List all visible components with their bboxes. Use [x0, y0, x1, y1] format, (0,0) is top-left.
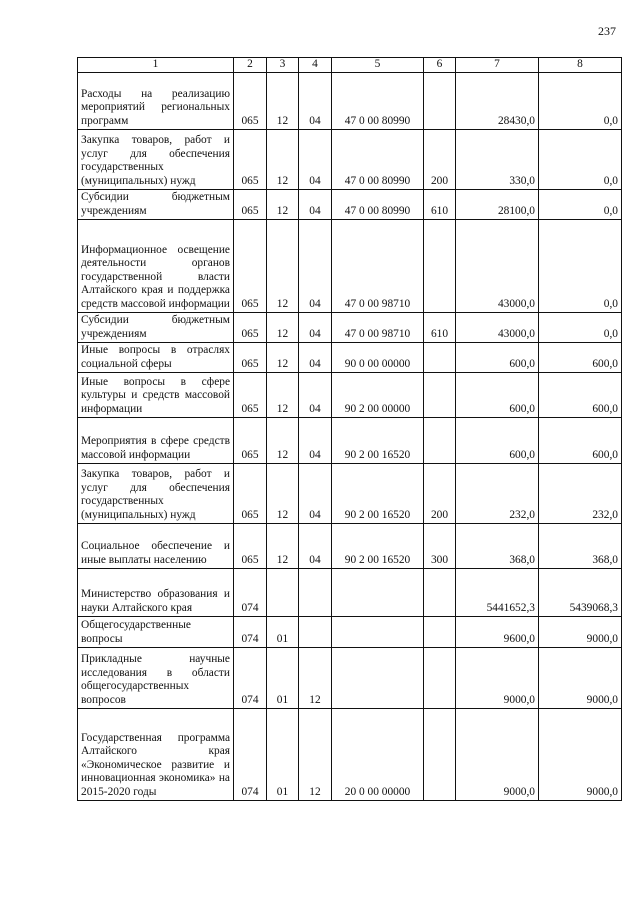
- section-code: 12: [267, 417, 299, 463]
- subsection-code: 04: [299, 189, 332, 219]
- target-article-code: 90 2 00 16520: [332, 523, 424, 568]
- target-article-code: [332, 568, 424, 616]
- expense-type-code: [424, 708, 456, 800]
- item-name: Министерство образования и науки Алтайского края: [78, 568, 234, 616]
- item-name: Закупка товаров, работ и услуг для обеспечения государственных (муниципальных) нужд: [78, 129, 234, 189]
- col-header-6: 6: [424, 58, 456, 73]
- expense-type-code: [424, 372, 456, 417]
- expense-type-code: [424, 219, 456, 312]
- item-name: Мероприятия в сфере средств массовой информации: [78, 417, 234, 463]
- subsection-code: 04: [299, 219, 332, 312]
- table-row: [78, 463, 622, 523]
- section-code: 12: [267, 342, 299, 372]
- column-header-row: [78, 58, 622, 73]
- ministry-code: 065: [234, 342, 267, 372]
- table-row: [78, 312, 622, 342]
- subsection-code: 04: [299, 523, 332, 568]
- section-code: 12: [267, 463, 299, 523]
- target-article-code: 47 0 00 98710: [332, 312, 424, 342]
- subsection-code: 04: [299, 72, 332, 129]
- col-header-1: 1: [78, 58, 234, 73]
- section-code: 12: [267, 523, 299, 568]
- subsection-code: 12: [299, 647, 332, 708]
- target-article-code: 90 2 00 00000: [332, 372, 424, 417]
- table-row: [78, 647, 622, 708]
- amount-col7: 5441652,3: [456, 568, 539, 616]
- expense-type-code: [424, 72, 456, 129]
- target-article-code: 90 2 00 16520: [332, 417, 424, 463]
- table-row: [78, 616, 622, 647]
- section-code: 12: [267, 189, 299, 219]
- amount-col7: 9600,0: [456, 616, 539, 647]
- amount-col7: 28430,0: [456, 72, 539, 129]
- expense-type-code: [424, 342, 456, 372]
- amount-col8: 600,0: [539, 417, 622, 463]
- expense-type-code: 200: [424, 129, 456, 189]
- table-row: [78, 523, 622, 568]
- subsection-code: 04: [299, 417, 332, 463]
- amount-col8: 9000,0: [539, 647, 622, 708]
- amount-col7: 9000,0: [456, 708, 539, 800]
- section-code: [267, 568, 299, 616]
- ministry-code: 074: [234, 647, 267, 708]
- ministry-code: 065: [234, 189, 267, 219]
- item-name: Прикладные научные исследования в области общегосударственных вопросов: [78, 647, 234, 708]
- amount-col8: 232,0: [539, 463, 622, 523]
- amount-col7: 600,0: [456, 342, 539, 372]
- target-article-code: 47 0 00 98710: [332, 219, 424, 312]
- expense-type-code: 300: [424, 523, 456, 568]
- target-article-code: 90 0 00 00000: [332, 342, 424, 372]
- amount-col8: 0,0: [539, 72, 622, 129]
- page-number: 237: [598, 24, 616, 38]
- ministry-code: 065: [234, 72, 267, 129]
- subsection-code: 04: [299, 342, 332, 372]
- target-article-code: 20 0 00 00000: [332, 708, 424, 800]
- expense-type-code: [424, 616, 456, 647]
- target-article-code: 47 0 00 80990: [332, 72, 424, 129]
- item-name: Субсидии бюджетным учреждениям: [78, 312, 234, 342]
- section-code: 12: [267, 72, 299, 129]
- item-name: Социальное обеспечение и иные выплаты населению: [78, 523, 234, 568]
- subsection-code: [299, 568, 332, 616]
- col-header-3: 3: [267, 58, 299, 73]
- target-article-code: [332, 647, 424, 708]
- subsection-code: 04: [299, 129, 332, 189]
- amount-col7: 9000,0: [456, 647, 539, 708]
- amount-col8: 0,0: [539, 219, 622, 312]
- expense-type-code: [424, 417, 456, 463]
- ministry-code: 065: [234, 129, 267, 189]
- table-row: [78, 568, 622, 616]
- amount-col7: 28100,0: [456, 189, 539, 219]
- target-article-code: 90 2 00 16520: [332, 463, 424, 523]
- subsection-code: 04: [299, 463, 332, 523]
- section-code: 12: [267, 219, 299, 312]
- table-row: [78, 189, 622, 219]
- table-row: [78, 72, 622, 129]
- section-code: 12: [267, 312, 299, 342]
- ministry-code: 074: [234, 616, 267, 647]
- expense-type-code: [424, 568, 456, 616]
- expense-type-code: 610: [424, 312, 456, 342]
- amount-col8: 0,0: [539, 312, 622, 342]
- table-row: [78, 708, 622, 800]
- table-row: [78, 372, 622, 417]
- amount-col7: 43000,0: [456, 219, 539, 312]
- subsection-code: [299, 616, 332, 647]
- amount-col7: 600,0: [456, 417, 539, 463]
- ministry-code: 074: [234, 708, 267, 800]
- table-row: [78, 417, 622, 463]
- amount-col7: 43000,0: [456, 312, 539, 342]
- col-header-8: 8: [539, 58, 622, 73]
- subsection-code: 12: [299, 708, 332, 800]
- amount-col8: 600,0: [539, 342, 622, 372]
- col-header-4: 4: [299, 58, 332, 73]
- amount-col7: 368,0: [456, 523, 539, 568]
- ministry-code: 074: [234, 568, 267, 616]
- item-name: Информационное освещение деятельности органов государственной власти Алтайского края и поддержка средств массовой информации: [78, 219, 234, 312]
- section-code: 01: [267, 647, 299, 708]
- col-header-2: 2: [234, 58, 267, 73]
- amount-col7: 600,0: [456, 372, 539, 417]
- item-name: Субсидии бюджетным учреждениям: [78, 189, 234, 219]
- table-row: [78, 219, 622, 312]
- amount-col7: 232,0: [456, 463, 539, 523]
- expense-type-code: 610: [424, 189, 456, 219]
- target-article-code: 47 0 00 80990: [332, 129, 424, 189]
- expense-type-code: 200: [424, 463, 456, 523]
- amount-col8: 600,0: [539, 372, 622, 417]
- table-row: [78, 342, 622, 372]
- section-code: 01: [267, 616, 299, 647]
- item-name: Государственная программа Алтайского края «Экономическое развитие и инновационная экономика» на 2015-2020 годы: [78, 708, 234, 800]
- ministry-code: 065: [234, 372, 267, 417]
- amount-col7: 330,0: [456, 129, 539, 189]
- col-header-5: 5: [332, 58, 424, 73]
- ministry-code: 065: [234, 312, 267, 342]
- amount-col8: 368,0: [539, 523, 622, 568]
- budget-table: [77, 57, 622, 801]
- ministry-code: 065: [234, 219, 267, 312]
- section-code: 01: [267, 708, 299, 800]
- ministry-code: 065: [234, 463, 267, 523]
- item-name: Расходы на реализацию мероприятий региональных программ: [78, 72, 234, 129]
- subsection-code: 04: [299, 312, 332, 342]
- section-code: 12: [267, 372, 299, 417]
- item-name: Общегосударственные вопросы: [78, 616, 234, 647]
- ministry-code: 065: [234, 523, 267, 568]
- col-header-7: 7: [456, 58, 539, 73]
- amount-col8: 9000,0: [539, 708, 622, 800]
- amount-col8: 5439068,3: [539, 568, 622, 616]
- subsection-code: 04: [299, 372, 332, 417]
- table-row: [78, 129, 622, 189]
- section-code: 12: [267, 129, 299, 189]
- amount-col8: 0,0: [539, 129, 622, 189]
- target-article-code: 47 0 00 80990: [332, 189, 424, 219]
- target-article-code: [332, 616, 424, 647]
- expense-type-code: [424, 647, 456, 708]
- ministry-code: 065: [234, 417, 267, 463]
- item-name: Иные вопросы в отраслях социальной сферы: [78, 342, 234, 372]
- item-name: Закупка товаров, работ и услуг для обеспечения государственных (муниципальных) нужд: [78, 463, 234, 523]
- amount-col8: 0,0: [539, 189, 622, 219]
- amount-col8: 9000,0: [539, 616, 622, 647]
- item-name: Иные вопросы в сфере культуры и средств массовой информации: [78, 372, 234, 417]
